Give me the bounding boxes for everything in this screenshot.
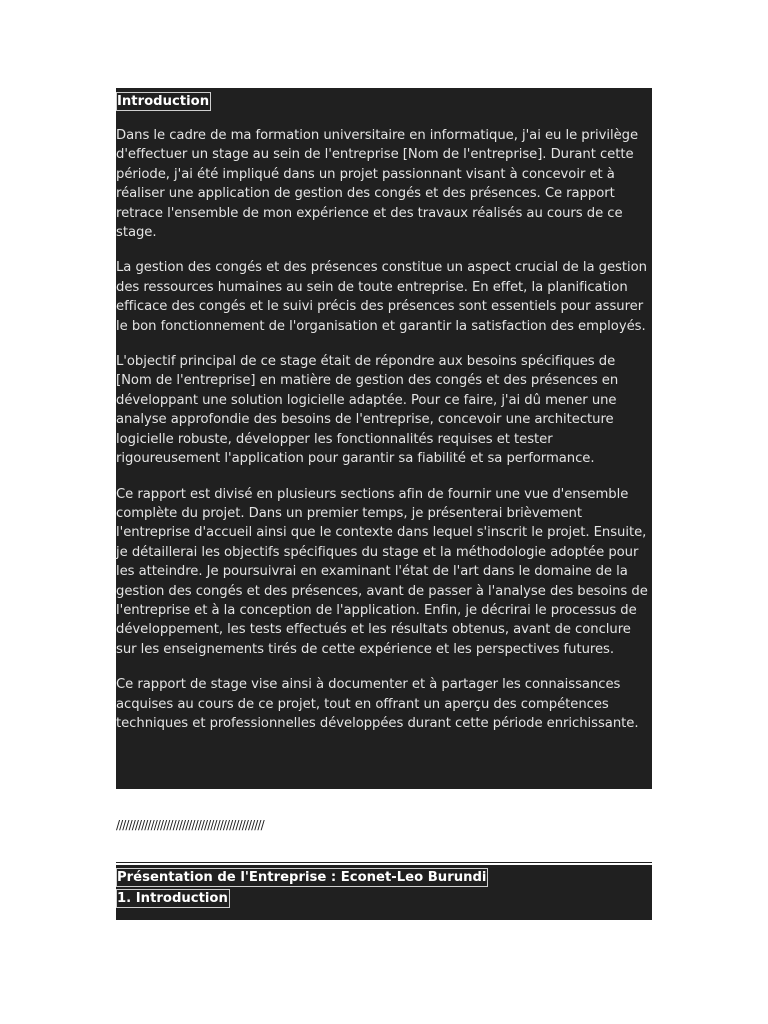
company-introduction-subheading: 1. Introduction <box>117 891 228 906</box>
intro-paragraph-4: Ce rapport est divisé en plusieurs sections afin de fournir une vue d'ensemble complète du projet. Dans un premier temps, je présenterai brièvement l'entreprise d'accueil ainsi que le contexte dans lequel s'inscrit le projet. Ensuite, je détaillerai les objectifs spécifiques du stage et la méthodologie adoptée pour les atteindre. Je poursuivrai en examinant l'état de l'art dans le domaine de la gestion des congés et des présences, avant de passer à l'analyse des besoins de l'entreprise et à la conception de l'application. Enfin, je décrirai le processus de développement, les tests effectués et les résultats obtenus, avant de conclure sur les enseignements tirés de cette expérience et les perspectives futures. <box>116 486 648 657</box>
intro-paragraph-1: Dans le cadre de ma formation universitaire en informatique, j'ai eu le privilège d'effectuer un stage au sein de l'entreprise [Nom de l'entreprise]. Durant cette période, j'ai été impliqué dans un projet passionnant visant à concevoir et à réaliser une application de gestion des congés et des présences. Ce rapport retrace l'ensemble de mon expérience et des travaux réalisés au cours de ce stage. <box>116 128 639 241</box>
horizontal-rule <box>116 862 652 863</box>
intro-paragraph-2: La gestion des congés et des présences constitue un aspect crucial de la gestion des ressources humaines au sein de toute entreprise. En effet, la planification efficace des congés et le suivi précis des présences sont essentiels pour assurer le bon fonctionnement de l'organisation et garantir la satisfaction des employés. <box>116 260 647 334</box>
intro-paragraph-5: Ce rapport de stage vise ainsi à documenter et à partager les connaissances acquises au cours de ce projet, tout en offrant un aperçu des compétences techniques et professionnelles développées durant cette période enrichissante. <box>116 677 639 731</box>
intro-paragraph-3: L'objectif principal de ce stage était de répondre aux besoins spécifiques de [Nom de l'entreprise] en matière de gestion des congés et des présences en développant une solution logicielle adaptée. Pour ce faire, j'ai dû mener une analyse approfondie des besoins de l'entreprise, concevoir une architecture logicielle robuste, développer les fonctionnalités requises et tester rigoureusement l'application pour garantir sa fiabilité et sa performance. <box>116 354 619 467</box>
company-presentation-heading: Présentation de l'Entreprise : Econet-Leo Burundi <box>117 870 487 885</box>
introduction-heading: Introduction <box>117 94 210 109</box>
introduction-section <box>116 88 652 789</box>
company-presentation-section <box>116 865 652 920</box>
slash-separator: /////////////////////////////////////////////// <box>116 818 264 832</box>
